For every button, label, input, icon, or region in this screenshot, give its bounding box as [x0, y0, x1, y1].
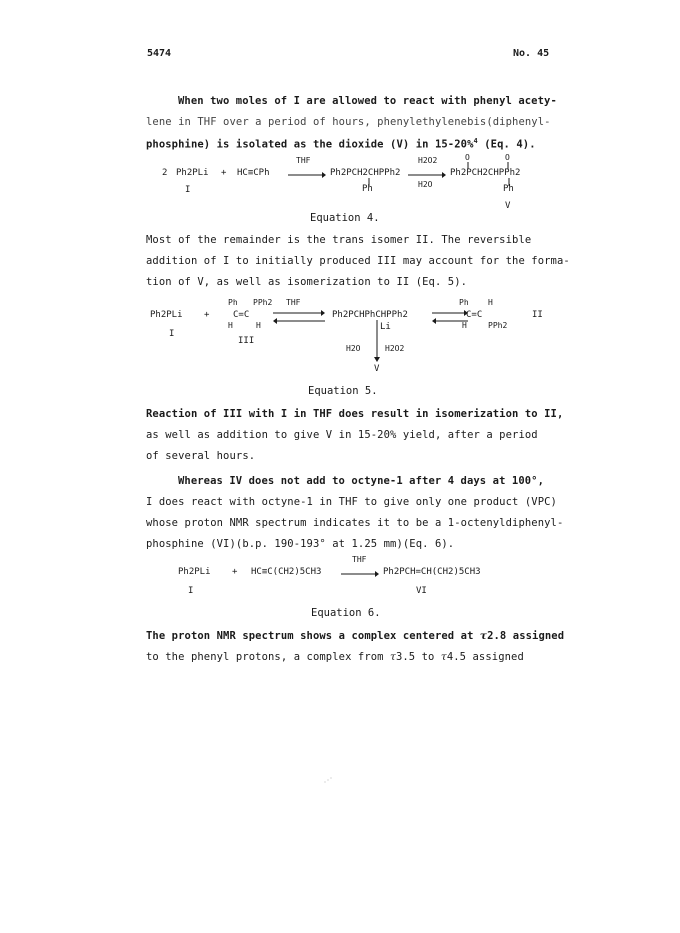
eq6-label-I: I — [188, 586, 194, 596]
eq5-down-left: H2O — [346, 344, 361, 353]
tau-symbol: τ — [479, 630, 488, 642]
eq4-plus: + — [221, 168, 227, 178]
eq5-label-V: V — [374, 364, 380, 374]
eq6-label-VI: VI — [416, 586, 427, 596]
eq4-reagent2: HC≡CPh — [237, 168, 270, 178]
journal-issue: No. 45 — [513, 48, 550, 59]
eq5-reagent1: Ph2PLi — [150, 310, 183, 320]
eq4-label-I: I — [185, 185, 191, 195]
para4-line2: I does react with octyne-1 in THF to give only one product (VPC) — [146, 496, 557, 508]
para4-line4: phosphine (VI)(b.p. 190-193° at 1.25 mm)(Eq. 6). — [146, 538, 455, 550]
eq5-alkene-bottom-left: H — [228, 321, 233, 330]
para4-line1: Whereas IV does not add to octyne-1 after 4 days at 100°, — [178, 475, 545, 487]
para3-line3: of several hours. — [146, 450, 256, 462]
eq4-product1: Ph2PCH2CHPPh2 — [330, 168, 401, 178]
eq4-arrow2 — [408, 172, 446, 178]
eq5-plus: + — [204, 310, 210, 320]
eq4-arrow1 — [288, 172, 326, 178]
para4-line3: whose proton NMR spectrum indicates it to be a 1-octenyldiphenyl- — [146, 517, 564, 529]
eq5-label-III: III — [238, 336, 255, 346]
eq5-solvent: THF — [286, 298, 301, 307]
eq5-intermediate-sub: Li — [380, 322, 391, 332]
footnote-ref: 4 — [473, 137, 478, 145]
eq4-product1-sub: Ph — [362, 184, 373, 194]
para2-line3: tion of V, as well as isomerization to II (Eq. 5). — [146, 276, 468, 288]
eq5-label-I: I — [169, 329, 175, 339]
eq6-caption: Equation 6. — [311, 607, 381, 619]
eq5-down-right: H2O2 — [385, 344, 405, 353]
eq4-oxo2: O — [505, 153, 510, 162]
eq5-alkene-core: C=C — [233, 310, 250, 320]
eq5-caption: Equation 5. — [308, 385, 378, 397]
eq6-product: Ph2PCH=CH(CH2)5CH3 — [383, 567, 481, 577]
para5-line2: to the phenyl protons, a complex from τ3.5 to τ4.5 assigned — [146, 651, 524, 663]
eq6-reagent1: Ph2PLi — [178, 567, 211, 577]
eq5-product-top-left: Ph — [459, 298, 469, 307]
eq5-product-bottom-right: PPh2 — [488, 321, 508, 330]
eq4-reagent1: Ph2PLi — [176, 168, 209, 178]
eq5-alkene-top-right: PPh2 — [253, 298, 273, 307]
eq5-product-core: C=C — [466, 310, 483, 320]
eq6-reagent2: HC≡C(CH2)5CH3 — [251, 567, 322, 577]
para1-line2: lene in THF over a period of hours, phenylethylenebis(diphenyl- — [146, 116, 551, 128]
para1-line1: When two moles of I are allowed to react with phenyl acety- — [178, 95, 557, 107]
eq4-coef: 2 — [162, 168, 168, 178]
page-number: 5474 — [147, 48, 172, 59]
para5-line1: The proton NMR spectrum shows a complex centered at τ2.8 assigned — [146, 630, 565, 642]
eq5-label-II: II — [532, 310, 543, 320]
eq6-arrow — [341, 571, 379, 577]
eq4-label-V: V — [505, 201, 511, 211]
eq5-intermediate: Ph2PCHPhCHPPh2 — [332, 310, 408, 320]
eq5-down-arrow — [373, 326, 381, 362]
eq5-product-bottom-left: H — [462, 321, 467, 330]
para1-line3: phosphine) is isolated as the dioxide (V) in 15-20%$^4$ (Eq. 4). — [146, 137, 536, 151]
eq5-alkene-bottom-right: H — [256, 321, 261, 330]
eq4-product2-sub: Ph — [503, 184, 514, 194]
scan-speck — [324, 777, 332, 783]
para3-line2: as well as addition to give V in 15-20% yield, after a period — [146, 429, 538, 441]
eq5-alkene-top-left: Ph — [228, 298, 238, 307]
para2-line2: addition of I to initially produced III may account for the forma- — [146, 255, 570, 267]
para3-line1: Reaction of III with I in THF does result in isomerization to II, — [146, 408, 564, 420]
eq5-product-top-right: H — [488, 298, 493, 307]
eq5-equilibrium-arrow1 — [273, 310, 325, 324]
eq6-solvent: THF — [352, 555, 367, 564]
eq6-plus: + — [232, 567, 238, 577]
eq4-oxidant-top: H2O2 — [418, 156, 438, 165]
para2-line1: Most of the remainder is the trans isomer II. The reversible — [146, 234, 532, 246]
eq4-oxidant-bottom: H2O — [418, 180, 433, 189]
eq4-caption: Equation 4. — [310, 212, 380, 224]
eq4-oxo1: O — [465, 153, 470, 162]
eq4-solvent: THF — [296, 156, 311, 165]
eq4-product2: Ph2PCH2CHPPh2 — [450, 168, 521, 178]
